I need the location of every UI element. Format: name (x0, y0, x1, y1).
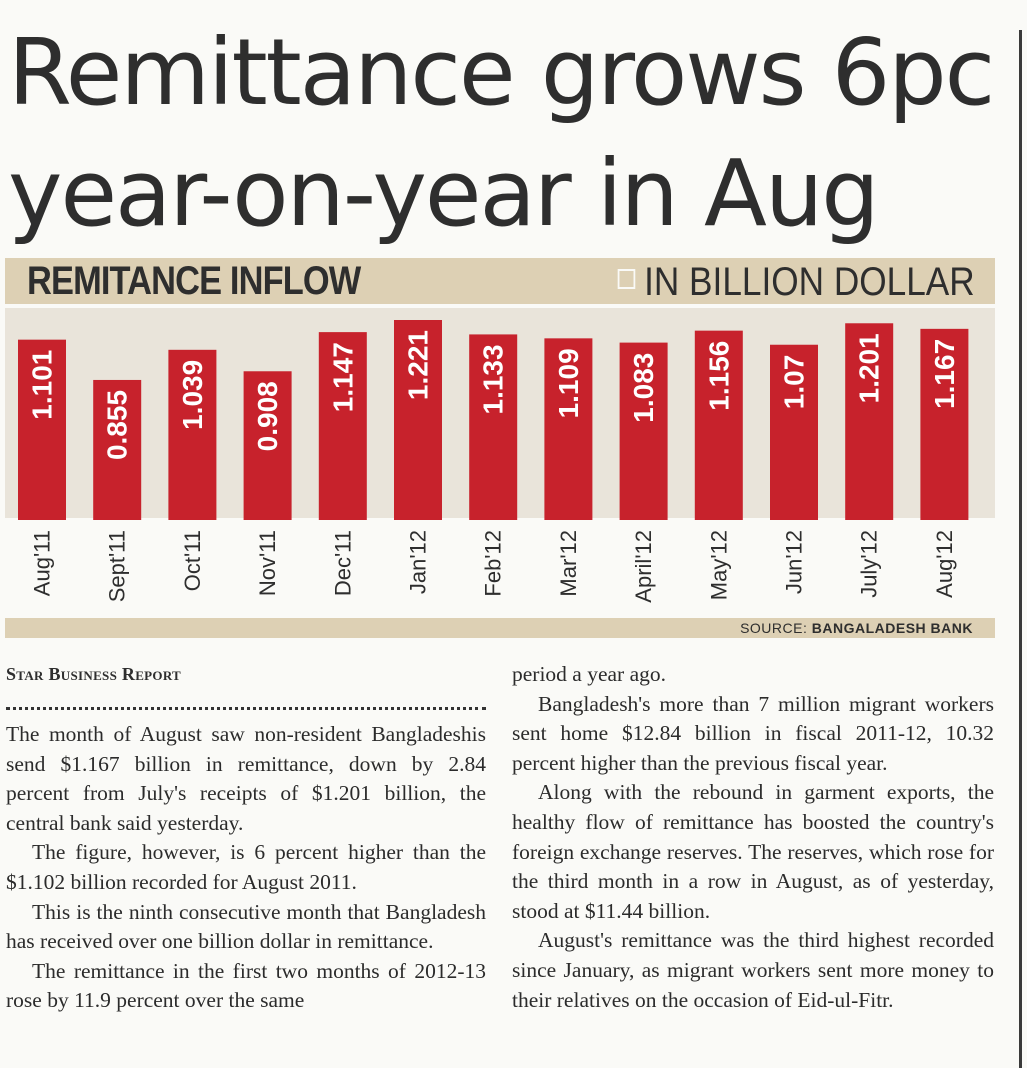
source-label: SOURCE: (740, 620, 808, 636)
category-label: April'12 (631, 530, 657, 603)
bar-chart-svg (5, 258, 995, 618)
value-label: 1.101 (26, 349, 58, 420)
value-label: 1.083 (628, 352, 660, 423)
article-column-2 (512, 660, 994, 1015)
value-label: 1.221 (402, 330, 434, 401)
value-label: 1.133 (477, 344, 509, 415)
category-label: Jun'12 (781, 530, 807, 595)
value-label: 1.109 (552, 348, 584, 419)
paragraph: Bangladesh's more than 7 million migrant workers sent home $12.84 billion in fiscal 2011-12, 10.32 percent higher than the previous fiscal year. (512, 691, 994, 775)
source-name: BANGALADESH BANK (811, 620, 973, 636)
category-label: Sept'11 (104, 530, 130, 603)
category-label: Jan'12 (405, 530, 431, 595)
category-label: Oct'11 (179, 530, 205, 592)
chart-source (740, 618, 973, 638)
paragraph: The figure, however, is 6 percent higher than the $1.102 billion recorded for August 2011. (6, 840, 486, 894)
paragraph: August's remittance was the third highest recorded since January, as migrant workers sent more money to their relatives on the occasion of Eid-ul-Fitr. (512, 928, 994, 1012)
paragraph: Along with the rebound in garment exports, the healthy flow of remittance has boosted the country's foreign exchange reserves. The reserves, which rose for the third month in a row in August, as of yesterday, stood at $11.44 billion. (512, 780, 994, 923)
chart-title: REMITANCE INFLOW (27, 259, 361, 303)
category-label: Mar'12 (555, 530, 581, 597)
paragraph: The remittance in the first two months of 2012-13 rose by 11.9 percent over the same (6, 958, 486, 1013)
value-label: 0.855 (101, 389, 133, 461)
value-label: 1.167 (928, 338, 960, 409)
paragraph: This is the ninth consecutive month that Bangladesh has received over one billion dollar in remittance. (6, 899, 486, 954)
category-label: May'12 (706, 530, 732, 601)
value-label: 1.201 (853, 333, 885, 404)
article-column-1 (6, 720, 486, 1016)
headline: Remittance grows 6pc year-on-year in Aug (8, 19, 994, 247)
byline: Star Business Report (6, 664, 182, 684)
category-label: Aug'11 (29, 530, 55, 597)
paragraph: period a year ago. (512, 662, 667, 686)
value-label: 1.156 (703, 340, 735, 411)
unit-text: IN BILLION DOLLAR (644, 260, 975, 304)
category-label: Aug'12 (931, 530, 957, 598)
value-label: 1.07 (778, 354, 810, 410)
value-label: 1.147 (327, 342, 359, 413)
category-label: July'12 (856, 530, 882, 598)
category-label: Dec'11 (330, 530, 356, 597)
category-label: Feb'12 (480, 530, 506, 597)
value-label: 1.039 (176, 359, 208, 430)
paragraph: The month of August saw non-resident Bangladeshis send $1.167 billion in remittance, down by 2.84 percent from July's receipts of $1.201 billion, the central bank said yesterday. (6, 722, 486, 835)
column-rule (1019, 30, 1022, 1068)
value-label: 0.908 (252, 381, 284, 452)
category-label: Nov'11 (255, 530, 281, 597)
dotted-divider (6, 707, 486, 710)
remittance-chart (5, 258, 995, 638)
